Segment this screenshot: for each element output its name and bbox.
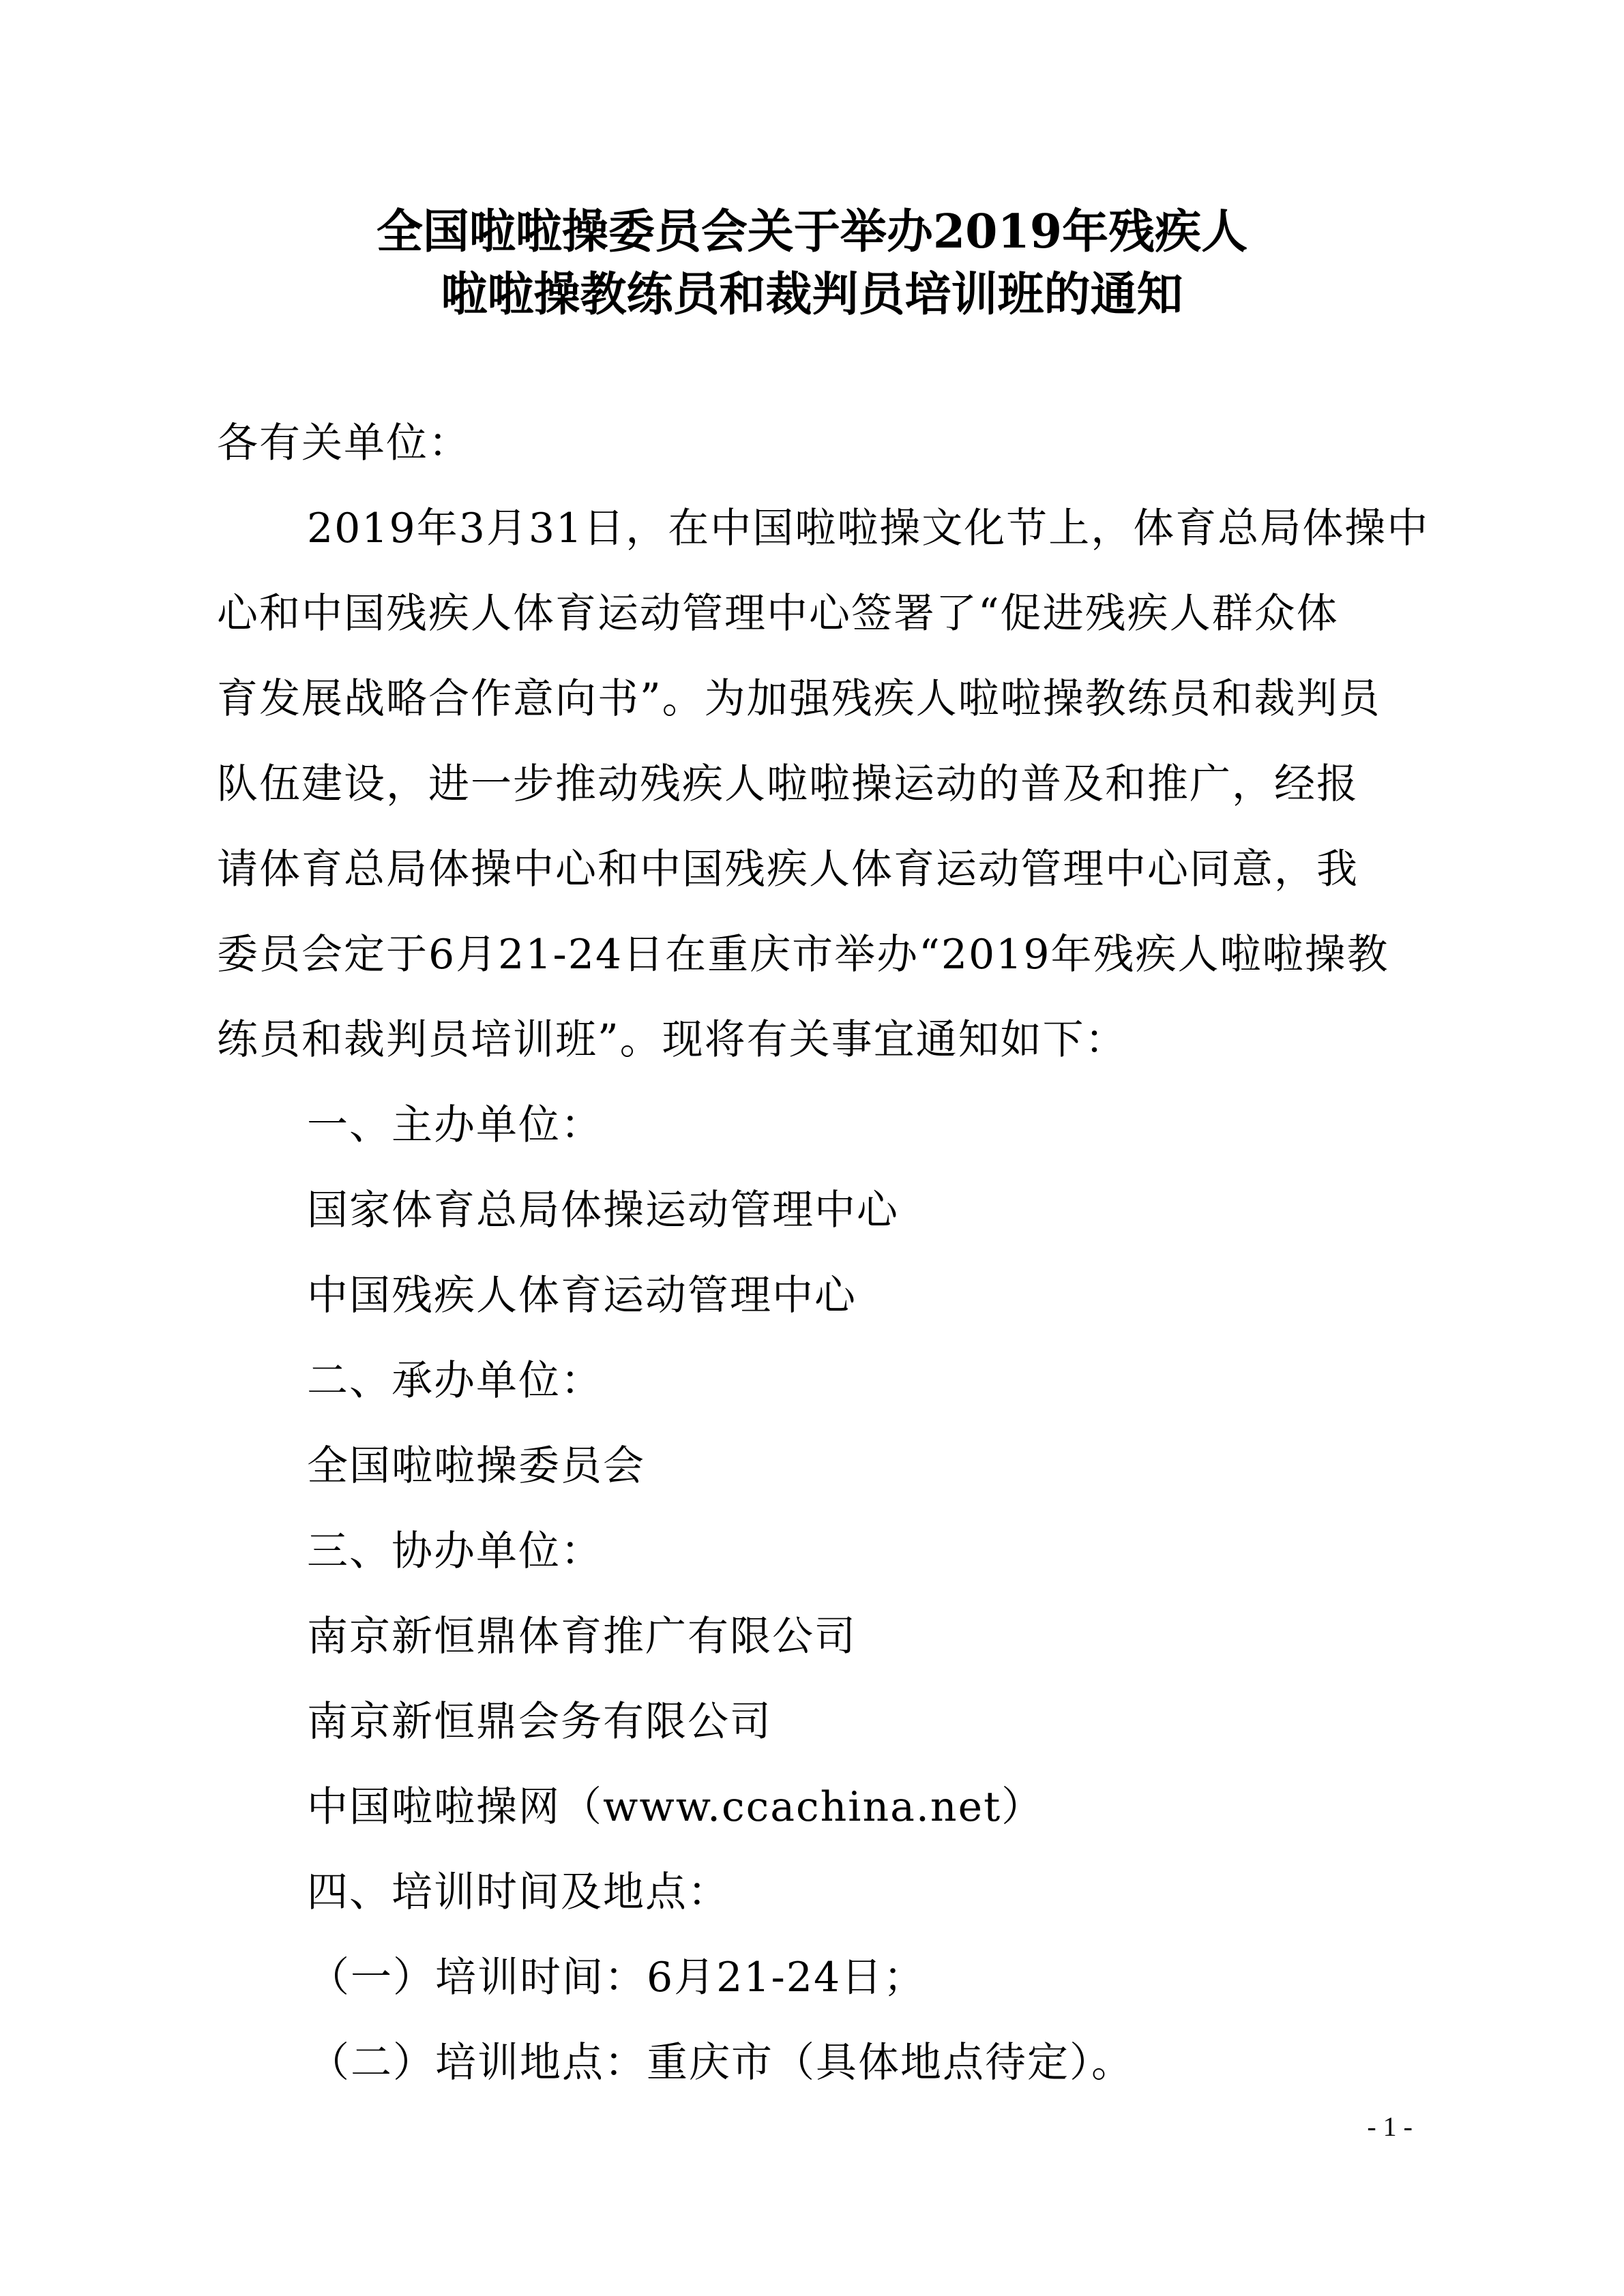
- salutation: 各有关单位：: [217, 419, 471, 467]
- section-heading-co-organizer: 三、协办单位：: [307, 1527, 603, 1575]
- sponsor-item: 国家体育总局体操运动管理中心: [307, 1187, 899, 1234]
- paragraph-line: 委员会定于6月21-24日在重庆市举办“2019年残疾人啦啦操教: [217, 931, 1389, 979]
- page-number: - 1 -: [1367, 2111, 1413, 2142]
- paragraph-line: 请体育总局体操中心和中国残疾人体育运动管理中心同意，我: [217, 846, 1359, 893]
- co-organizer-item: 南京新恒鼎会务有限公司: [307, 1698, 772, 1746]
- document-title-line-2: 啦啦操教练员和裁判员培训班的通知: [441, 267, 1183, 322]
- document-title-line-1: 全国啦啦操委员会关于举办2019年残疾人: [376, 205, 1248, 259]
- training-time: （一）培训时间：6月21-24日；: [308, 1954, 926, 2001]
- organizer-item: 全国啦啦操委员会: [307, 1442, 645, 1490]
- section-heading-time-place: 四、培训时间及地点：: [307, 1868, 730, 1916]
- paragraph-line: 心和中国残疾人体育运动管理中心签署了“促进残疾人群众体: [217, 590, 1339, 638]
- paragraph-line: 队伍建设，进一步推动残疾人啦啦操运动的普及和推广，经报: [217, 760, 1359, 808]
- training-place: （二）培训地点：重庆市（具体地点待定）。: [308, 2039, 1134, 2087]
- co-organizer-item: 南京新恒鼎体育推广有限公司: [307, 1613, 857, 1660]
- co-organizer-item: 中国啦啦操网（www.ccachina.net）: [307, 1783, 1044, 1831]
- section-heading-organizer: 二、承办单位：: [307, 1357, 603, 1405]
- paragraph-line: 育发展战略合作意向书”。为加强残疾人啦啦操教练员和裁判员: [217, 675, 1381, 723]
- sponsor-item: 中国残疾人体育运动管理中心: [307, 1272, 857, 1320]
- paragraph-line: 练员和裁判员培训班”。现将有关事宜通知如下：: [217, 1016, 1127, 1064]
- section-heading-sponsor: 一、主办单位：: [307, 1101, 603, 1149]
- paragraph-line: 2019年3月31日，在中国啦啦操文化节上，体育总局体操中: [307, 505, 1430, 552]
